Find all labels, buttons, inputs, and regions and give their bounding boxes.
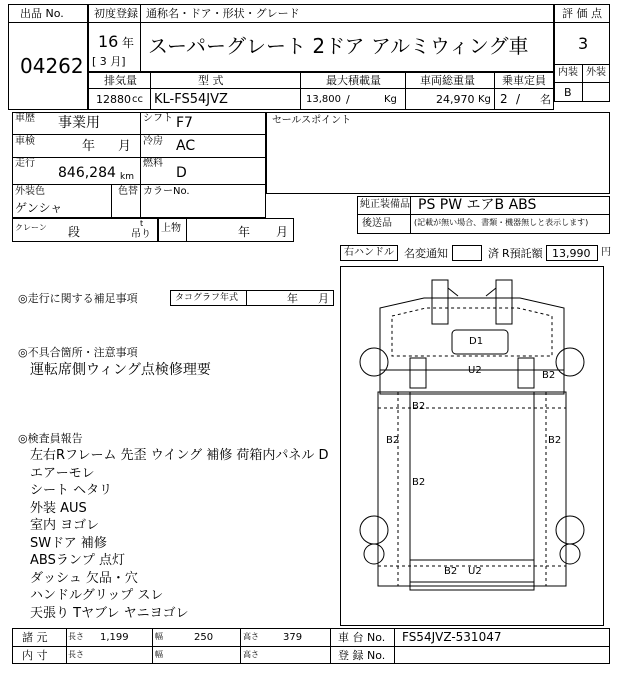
vehicle-name: スーパーグレート 2ドア アルミウィング車 [148,34,529,58]
chassis-number-label: 車 台 No. [338,631,386,644]
first-registration-month: [ 3 月] [92,55,126,68]
model-label: 型 式 [198,74,224,87]
mileage-value: 846,284 [58,165,116,181]
rating-label: 評 価 点 [562,7,602,20]
inspector-report-line: ダッシュ 欠品・穴 [30,570,138,586]
rating-value: 3 [578,34,589,53]
diagram-mark-b2-right-front: B2 [542,370,556,381]
ac-value: AC [176,138,196,154]
interior-height-label: 高さ [243,650,259,659]
inspector-report-line: エアーモレ [30,465,95,481]
inspector-report-line: 室内 ヨゴレ [30,518,100,533]
inspector-report-line: 天張り Tヤブレ ヤニヨゴレ [30,605,189,621]
length-value: 1,199 [100,632,129,643]
inspector-report-line: シート ヘタリ [30,483,113,498]
ac-label: 冷房 [143,136,163,147]
exterior-grade-label: 外装 [586,67,606,78]
diagram-mark-b2-rear: B2 [444,566,458,577]
crane-t: t [140,219,144,228]
mileage-unit: km [120,172,134,182]
inspector-report-title: ◎検査員報告 [18,432,83,445]
diagram-mark-u2-cab: U2 [468,365,482,376]
color-number-label: カラーNo. [143,186,190,197]
max-load-unit: Kg [384,94,397,105]
crane-stage: 段 [68,225,81,239]
height-label: 高さ [243,632,259,641]
inspector-report-line: ハンドルグリップ スレ [30,588,164,603]
upload-month: 月 [276,225,289,239]
inspector-report-line: 左右Rフレーム 先歪 ウイング 補修 荷箱内パネル D [30,448,329,463]
capacity-unit: 名 [540,93,551,106]
dimensions-label: 諸 元 [22,631,48,644]
upload-label: 上物 [161,223,181,234]
tachograph-label: タコグラフ年式 [175,293,239,303]
defects-title: ◎不具合箇所・注意事項 [18,346,138,359]
registration-number-label: 登 録 No. [338,649,386,662]
name-change-checkbox [452,245,482,261]
interior-dimensions-label: 内 寸 [22,649,48,662]
max-load-label: 最大積載量 [326,74,381,87]
diagram-mark-u2-rear: U2 [468,566,482,577]
diagram-mark-b2-left-mid: B2 [386,435,400,446]
color-change-label: 色替 [118,186,138,197]
fuel-label: 燃料 [143,158,163,169]
shift-label: シフト [143,113,173,124]
year-unit: 年 [122,36,135,50]
inspector-report-line: ABSランプ 点灯 [30,553,125,568]
length-label: 長さ [68,632,84,641]
diagram-mark-d1: D1 [469,336,484,347]
upload-year: 年 [238,225,251,239]
capacity-slash: / [516,92,521,106]
inspection-month: 月 [118,139,132,154]
first-registration-year: 16 [98,32,119,51]
aftermarket-label: 後送品 [362,218,392,229]
history-value: 事業用 [58,115,100,131]
gross-weight-unit: Kg [478,94,491,105]
chassis-number: FS54JVZ-531047 [402,630,502,644]
displacement-unit: cc [132,94,143,105]
driving-notes-title: ◎走行に関する補足事項 [18,292,138,305]
interior-length-label: 長さ [68,650,84,659]
interior-width-label: 幅 [155,650,163,659]
color-value: ゲンシャ [15,201,63,215]
sales-point-label: セールスポイント [272,115,352,126]
width-value: 250 [194,632,214,643]
gross-weight-label: 車両総重量 [420,74,475,87]
first-registration-label: 初度登録 [94,7,138,20]
inspection-label: 車検 [15,136,35,147]
fuel-value: D [176,165,187,181]
vehicle-name-label: 通称名・ドア・形状・グレード [146,7,300,20]
right-handle: 右ハンドル [344,247,394,258]
equipment-value: PS PW エアB ABS [418,197,537,213]
capacity-value: 2 [500,92,508,106]
history-label: 車歴 [15,113,35,124]
displacement-label: 排気量 [104,74,137,87]
inspector-report-line: 外装 AUS [30,500,87,516]
defects-text: 運転席側ウィング点検修理要 [30,362,211,378]
equipment-label: 純正装備品 [360,199,410,210]
height-value: 379 [283,632,303,643]
inspector-report-line: SWドア 補修 [30,535,107,551]
recycle-label: 済 [488,247,499,260]
max-load-slash: / [346,93,350,106]
displacement-value: 12880 [96,93,131,106]
recycle-deposit-label: R預託額 [502,247,543,260]
recycle-deposit-value: 13,990 [552,247,591,260]
interior-grade-label: 内装 [558,67,578,78]
aftermarket-note: (記載が無い場合、書類・機器無しと表示します) [414,218,589,227]
inspection-year: 年 [82,139,96,154]
gross-weight-value: 24,970 [436,93,475,106]
crane-label: クレーン [15,223,47,232]
diagram-mark-b2-left-lower: B2 [412,477,426,488]
color-label: 外装色 [15,186,45,197]
max-load-value: 13,800 [306,94,341,105]
capacity-label: 乗車定員 [502,74,546,87]
lot-number: 04262 [20,54,84,78]
mileage-label: 走行 [15,158,35,169]
crane-hang: 吊り [131,229,151,240]
width-label: 幅 [155,632,163,641]
diagram-mark-b2-right-mid: B2 [548,435,562,446]
yen-unit: 円 [601,247,611,258]
shift-value: F7 [176,115,193,131]
tachograph-month: 月 [318,292,329,305]
diagram-mark-b2-left-upper: B2 [412,401,426,412]
interior-grade: B [564,86,572,99]
tachograph-year: 年 [287,292,298,305]
model-value: KL-FS54JVZ [154,92,228,107]
name-change-label: 名変通知 [404,247,448,260]
lot-number-label: 出品 No. [20,7,64,20]
